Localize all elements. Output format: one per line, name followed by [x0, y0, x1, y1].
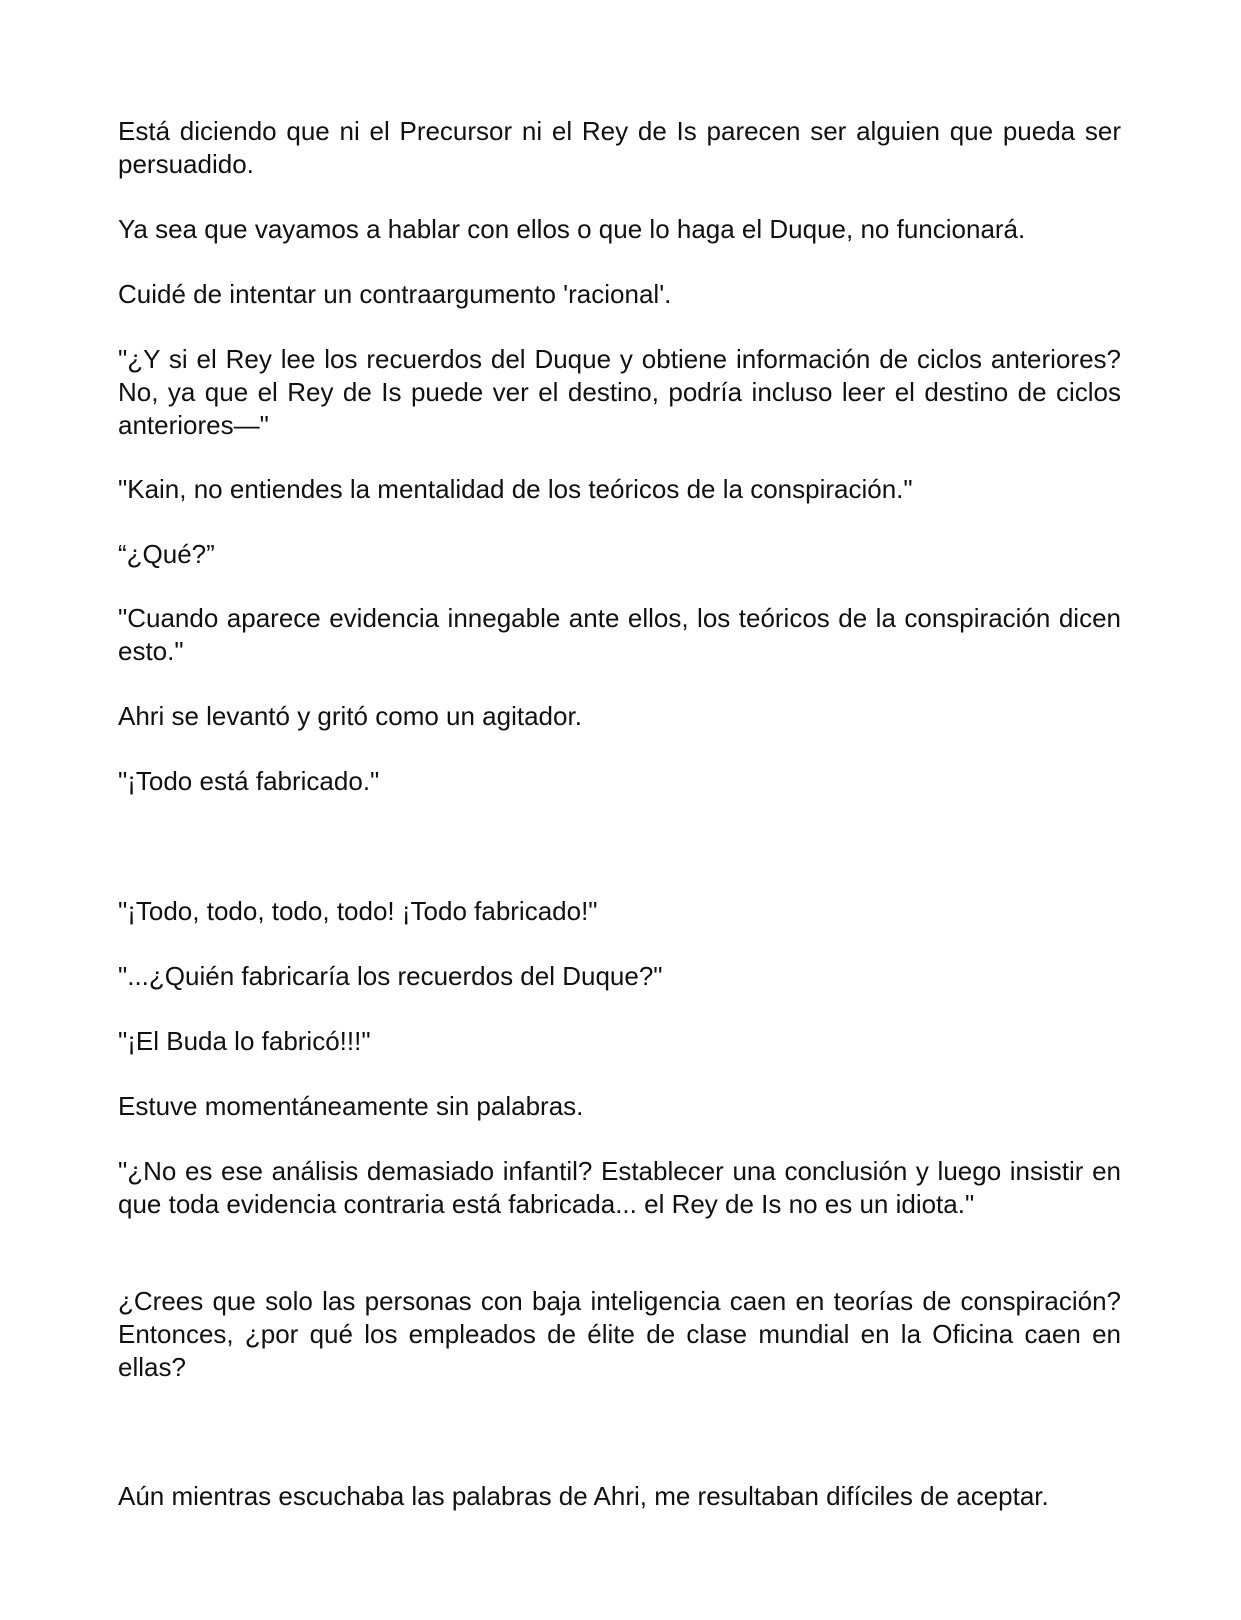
- paragraph-3: Cuidé de intentar un contraargumento 'racional'.: [118, 279, 672, 309]
- paragraph-14: "¿No es ese análisis demasiado infantil? Establecer una conclusión y luego insistir en que toda evidencia contraria está fabricada... el Rey de Is no es un idiota.": [118, 1156, 1121, 1219]
- paragraph-7: "Cuando aparece evidencia innegable ante ellos, los teóricos de la conspiración dicen esto.": [118, 603, 1121, 666]
- paragraph-16: Aún mientras escuchaba las palabras de Ahri, me resultaban difíciles de aceptar.: [118, 1481, 1049, 1511]
- paragraph-1: Está diciendo que ni el Precursor ni el Rey de Is parecen ser alguien que pueda ser persuadido.: [118, 116, 1121, 179]
- paragraph-6: “¿Qué?”: [118, 539, 215, 569]
- paragraph-12: "¡El Buda lo fabricó!!!": [118, 1026, 371, 1056]
- paragraph-2: Ya sea que vayamos a hablar con ellos o que lo haga el Duque, no funcionará.: [118, 214, 1026, 244]
- paragraph-13: Estuve momentáneamente sin palabras.: [118, 1091, 584, 1121]
- paragraph-5: "Kain, no entiendes la mentalidad de los teóricos de la conspiración.": [118, 474, 913, 504]
- paragraph-4: "¿Y si el Rey lee los recuerdos del Duque y obtiene información de ciclos anteriores? No, ya que el Rey de Is puede ver el destino, podría incluso leer el destino de ciclos anteriores—": [118, 344, 1121, 440]
- paragraph-15: ¿Crees que solo las personas con baja inteligencia caen en teorías de conspiración? Entonces, ¿por qué los empleados de élite de clase mundial en la Oficina caen en ellas?: [118, 1286, 1121, 1382]
- paragraph-9: "¡Todo está fabricado.": [118, 766, 380, 796]
- paragraph-10: "¡Todo, todo, todo, todo! ¡Todo fabricado!": [118, 896, 598, 926]
- paragraph-11: "...¿Quién fabricaría los recuerdos del Duque?": [118, 961, 663, 991]
- paragraph-8: Ahri se levantó y gritó como un agitador.: [118, 701, 582, 731]
